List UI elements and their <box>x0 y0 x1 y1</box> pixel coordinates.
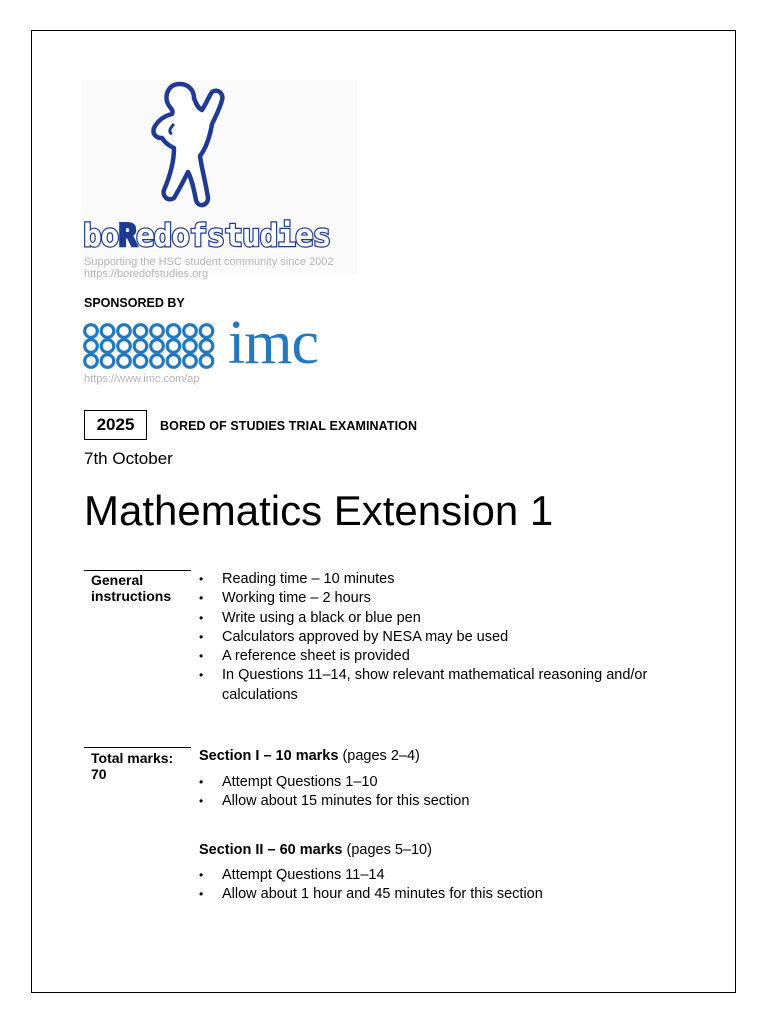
boredofstudies-wordmark <box>83 218 330 254</box>
wordmark-r: R <box>118 218 136 254</box>
list-item: • In Questions 11–14, show relevant mathematical reasoning and/or calculations <box>197 666 657 705</box>
sponsored-by-label: SPONSORED BY <box>84 296 185 310</box>
imc-dot <box>167 325 180 338</box>
imc-dot <box>134 340 147 353</box>
wordmark-post: edofstudies <box>136 218 331 254</box>
section-2-heading <box>199 842 432 858</box>
section-1-pages: (pages 2–4) <box>342 748 420 764</box>
imc-logo-text: imc <box>228 309 318 377</box>
list-item: • A reference sheet is provided <box>197 647 657 666</box>
divider-rule <box>84 570 191 571</box>
exam-title: BORED OF STUDIES TRIAL EXAMINATION <box>160 419 418 433</box>
list-item: • Calculators approved by NESA may be used <box>197 628 657 647</box>
sponsor-url[interactable]: https://www.imc.com/ap <box>84 373 200 385</box>
section-2-pages: (pages 5–10) <box>346 842 432 858</box>
imc-dot <box>184 340 197 353</box>
general-instructions-label: General instructions <box>91 572 172 604</box>
list-item: • Allow about 15 minutes for this section <box>197 792 657 811</box>
imc-dot <box>85 340 98 353</box>
imc-dot <box>151 340 164 353</box>
general-instructions-list <box>197 570 657 705</box>
list-item: • Working time – 2 hours <box>197 589 657 608</box>
imc-dot <box>118 325 131 338</box>
logo-tagline: Supporting the HSC student community since 2002 <box>84 256 334 268</box>
imc-dot <box>85 355 98 368</box>
imc-dot <box>118 340 131 353</box>
imc-dot <box>101 325 114 338</box>
section-1-title: Section I – 10 marks <box>199 748 339 764</box>
list-item: • Reading time – 10 minutes <box>197 570 657 589</box>
list-item: • Write using a black or blue pen <box>197 609 657 628</box>
section-1-list <box>197 773 657 812</box>
imc-dot <box>167 340 180 353</box>
divider-rule <box>84 747 191 748</box>
imc-dot <box>101 340 114 353</box>
imc-dots-logo-icon <box>83 323 215 369</box>
imc-dot <box>118 355 131 368</box>
imc-dot <box>200 355 213 368</box>
list-item: • Attempt Questions 11–14 <box>197 866 657 885</box>
imc-dot <box>85 325 98 338</box>
imc-dot <box>151 355 164 368</box>
list-item: • Allow about 1 hour and 45 minutes for this section <box>197 885 657 904</box>
total-marks-label: Total marks: 70 <box>91 750 174 782</box>
list-item: • Attempt Questions 1–10 <box>197 773 657 792</box>
imc-dot <box>184 355 197 368</box>
imc-dot <box>184 325 197 338</box>
exam-year: 2025 <box>84 410 147 440</box>
imc-dot <box>101 355 114 368</box>
wordmark-pre: bo <box>83 218 119 254</box>
imc-dot <box>134 325 147 338</box>
imc-dot <box>151 325 164 338</box>
logo-url[interactable]: https://boredofstudies.org <box>84 268 209 280</box>
section-1-heading <box>199 748 420 764</box>
imc-dot <box>200 340 213 353</box>
imc-dot <box>134 355 147 368</box>
imc-dot <box>200 325 213 338</box>
section-2-list <box>197 866 657 905</box>
exam-date: 7th October <box>84 449 173 468</box>
section-2-title: Section II – 60 marks <box>199 842 343 858</box>
subject-title: Mathematics Extension 1 <box>84 487 554 534</box>
imc-dot <box>167 355 180 368</box>
mascot-figure-icon <box>150 80 230 220</box>
